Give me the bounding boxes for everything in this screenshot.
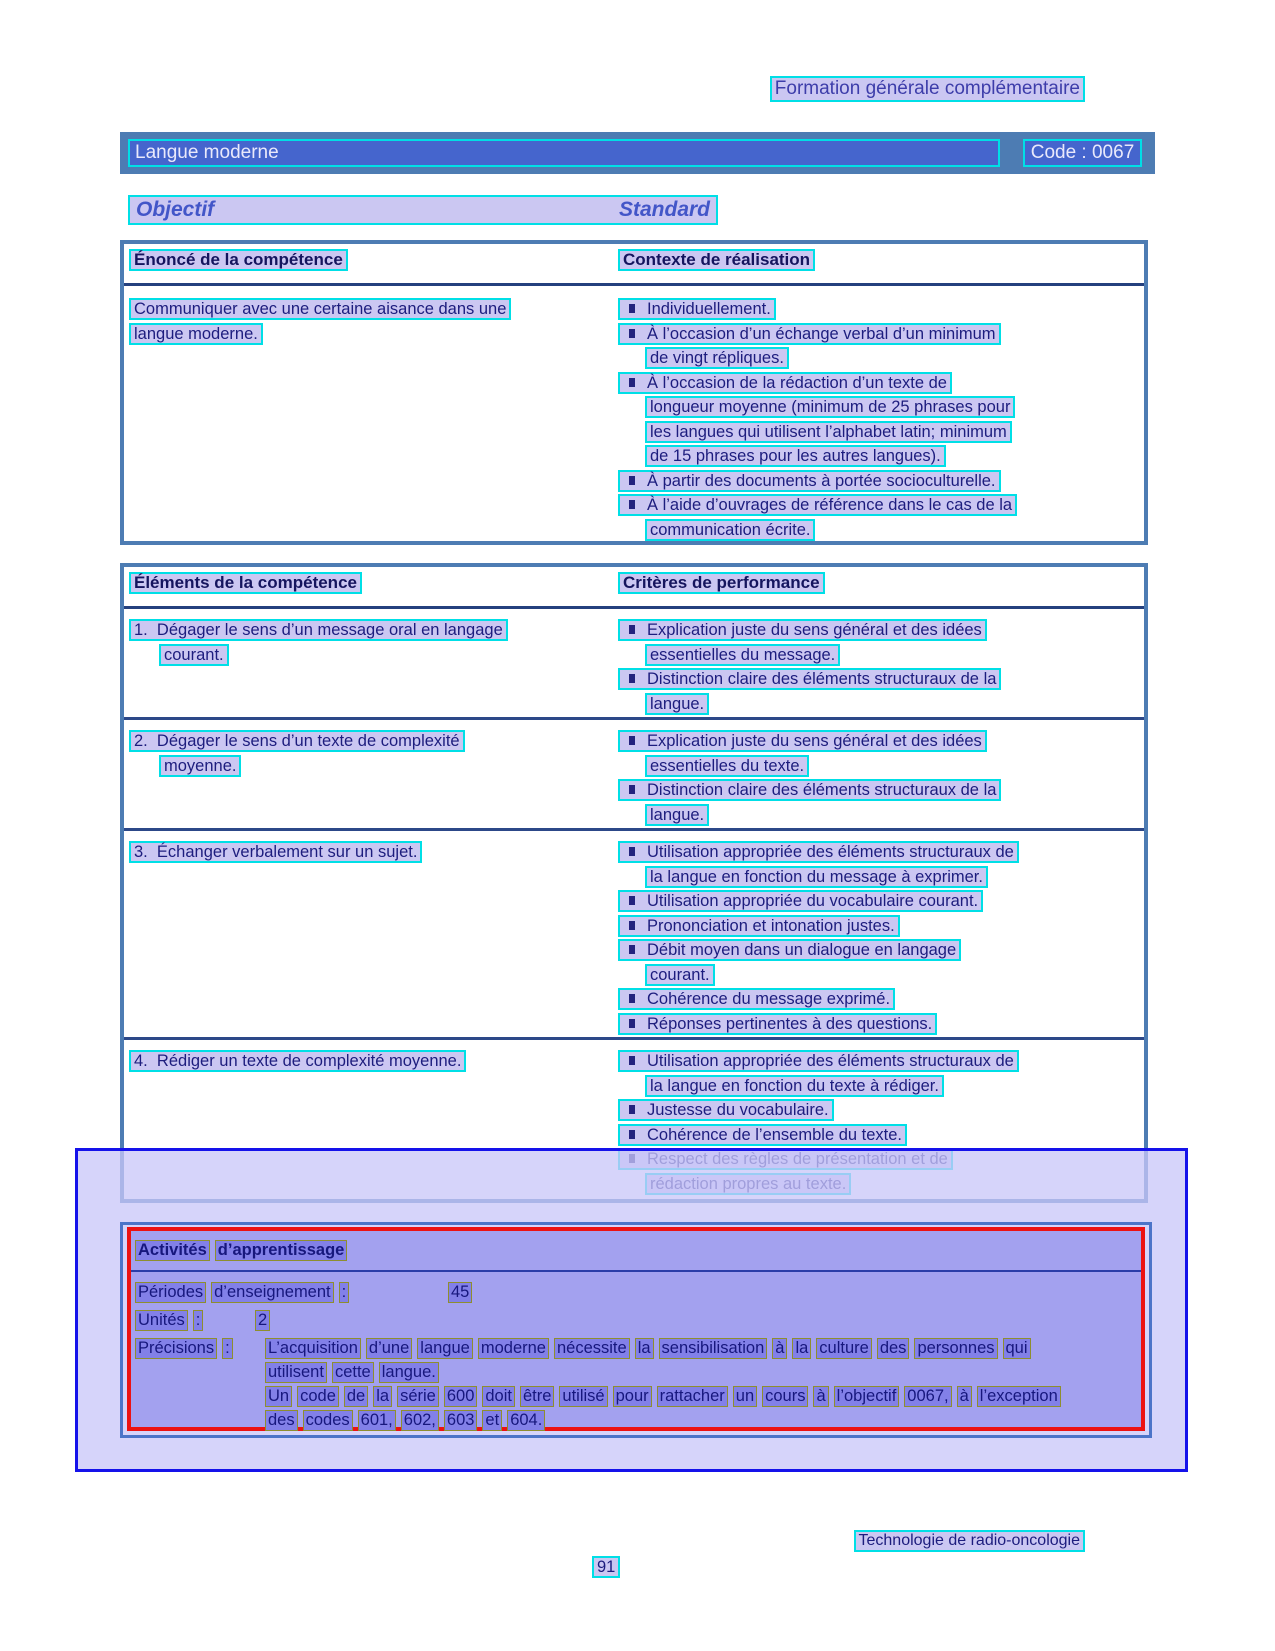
word-box: des	[877, 1338, 910, 1359]
line-highlight: courant.	[159, 644, 229, 666]
bullet-icon	[629, 500, 635, 509]
highlighted-line	[618, 841, 1144, 866]
line-highlight: 3. Échanger verbalement sur un sujet.	[129, 841, 422, 863]
highlighted-line	[618, 1013, 1144, 1038]
line-highlight: Individuellement.	[618, 298, 776, 320]
footer-program-name	[854, 1530, 1086, 1552]
line-highlight: Justesse du vocabulaire.	[618, 1099, 834, 1121]
word-box: l’exception	[977, 1386, 1061, 1407]
word-box: 600	[444, 1386, 478, 1407]
highlighted-line	[618, 730, 1144, 755]
bullet-icon	[629, 736, 635, 745]
word-box: 602,	[401, 1410, 439, 1431]
competence-table-body	[124, 286, 1144, 543]
line-highlight: langue moderne.	[129, 323, 263, 345]
word-box: d’enseignement	[211, 1282, 334, 1303]
line-highlight: À partir des documents à portée socioculturelle.	[618, 470, 1001, 492]
word-box: langue.	[379, 1362, 439, 1383]
table-row	[124, 609, 1144, 717]
bullet-icon	[629, 921, 635, 930]
word-box: 2	[255, 1310, 270, 1331]
line-highlight: langue.	[645, 693, 709, 715]
contexte-header: Contexte de réalisation	[618, 249, 815, 271]
highlighted-line	[129, 1050, 618, 1075]
word-box: un	[733, 1386, 757, 1407]
word-box: utilisent	[265, 1362, 327, 1383]
word-box: 603	[444, 1410, 478, 1431]
highlighted-line	[618, 964, 1144, 989]
activities-divider	[131, 1270, 1141, 1272]
line-highlight: Cohérence du message exprimé.	[618, 988, 895, 1010]
objectif-heading: Objectif	[136, 198, 215, 221]
line-highlight: Utilisation appropriée du vocabulaire courant.	[618, 890, 983, 912]
precisions-line	[265, 1338, 1036, 1359]
highlighted-line	[618, 445, 1144, 470]
highlighted-line	[129, 755, 618, 780]
footer-program-text: Technologie de radio-oncologie	[854, 1530, 1086, 1552]
highlighted-line	[129, 323, 618, 348]
word-box: moderne	[478, 1338, 549, 1359]
word-box: à	[772, 1338, 787, 1359]
line-highlight: de 15 phrases pour les autres langues).	[645, 445, 946, 467]
highlighted-line	[618, 347, 1144, 372]
criteria-cell	[618, 619, 1144, 717]
highlighted-line	[618, 1099, 1144, 1124]
word-box: des	[265, 1410, 298, 1431]
element-cell	[124, 619, 618, 717]
line-highlight: essentielles du texte.	[645, 755, 809, 777]
word-box: codes	[303, 1410, 353, 1431]
highlighted-line	[129, 730, 618, 755]
title-bar-code: Code : 0067	[1023, 139, 1142, 167]
word-box: à	[957, 1386, 972, 1407]
line-highlight: Communiquer avec une certaine aisance dans une	[129, 298, 511, 320]
highlighted-line	[129, 644, 618, 669]
highlighted-line	[618, 804, 1144, 829]
title-bar-subject: Langue moderne	[128, 139, 1000, 167]
line-highlight: À l’occasion de la rédaction d’un texte de	[618, 372, 952, 394]
line-highlight: la langue en fonction du texte à rédiger.	[645, 1075, 944, 1097]
highlighted-line	[129, 841, 618, 866]
highlighted-line	[618, 866, 1144, 891]
word-box: la	[373, 1386, 392, 1407]
word-box: cette	[332, 1362, 374, 1383]
elements-header: Éléments de la compétence	[129, 572, 362, 594]
periodes-value	[448, 1282, 477, 1303]
word-box: nécessite	[554, 1338, 630, 1359]
bullet-icon	[629, 304, 635, 313]
precisions-line	[265, 1362, 444, 1383]
activities-title-row	[135, 1240, 352, 1261]
highlighted-line	[618, 915, 1144, 940]
line-highlight: langue.	[645, 804, 709, 826]
word-box: L’acquisition	[265, 1338, 361, 1359]
table-row	[124, 717, 1144, 828]
bullet-icon	[629, 625, 635, 634]
competence-table	[120, 240, 1148, 545]
bullet-icon	[629, 378, 635, 387]
bullet-icon	[629, 1056, 635, 1065]
word-box: cours	[762, 1386, 808, 1407]
bullet-icon	[629, 476, 635, 485]
word-box: la	[792, 1338, 811, 1359]
elements-table	[120, 563, 1148, 1203]
line-highlight: 2. Dégager le sens d’un texte de complexité	[129, 730, 465, 752]
page-number	[592, 1556, 620, 1578]
line-highlight: les langues qui utilisent l’alphabet latin; minimum	[645, 421, 1012, 443]
word-box: Précisions	[135, 1338, 217, 1359]
periodes-label-row	[135, 1282, 354, 1303]
bullet-icon	[629, 329, 635, 338]
line-highlight: longueur moyenne (minimum de 25 phrases pour	[645, 396, 1015, 418]
enonce-header: Énoncé de la compétence	[129, 249, 348, 271]
unites-label-row	[135, 1310, 208, 1331]
bullet-icon	[629, 896, 635, 905]
line-highlight: Utilisation appropriée des éléments structuraux de	[618, 841, 1019, 863]
word-box: 604.	[507, 1410, 545, 1431]
word-box: rattacher	[657, 1386, 728, 1407]
highlighted-line	[129, 619, 618, 644]
word-box: Périodes	[135, 1282, 206, 1303]
highlighted-line	[618, 1075, 1144, 1100]
word-box: Activités	[135, 1240, 210, 1261]
word-box: utilisé	[559, 1386, 607, 1407]
section-heading-row	[128, 195, 718, 225]
highlighted-line	[618, 421, 1144, 446]
word-box: :	[193, 1310, 204, 1331]
word-box: la	[635, 1338, 654, 1359]
highlighted-line	[618, 988, 1144, 1013]
page-number-text: 91	[592, 1556, 620, 1578]
word-box: série	[397, 1386, 439, 1407]
line-highlight: la langue en fonction du message à exprimer.	[645, 866, 988, 888]
word-box: être	[520, 1386, 554, 1407]
criteria-cell	[618, 730, 1144, 828]
highlighted-line	[618, 494, 1144, 519]
word-box: d’une	[366, 1338, 412, 1359]
word-box: de	[344, 1386, 368, 1407]
criteria-cell	[618, 841, 1144, 1037]
precisions-line	[265, 1386, 1066, 1407]
word-box: culture	[816, 1338, 872, 1359]
word-box: sensibilisation	[659, 1338, 768, 1359]
highlighted-line	[618, 619, 1144, 644]
formation-note	[770, 76, 1085, 102]
highlighted-line	[618, 779, 1144, 804]
word-box: 0067,	[904, 1386, 951, 1407]
highlighted-line	[618, 890, 1144, 915]
highlighted-line	[129, 298, 618, 323]
line-highlight: courant.	[645, 964, 715, 986]
word-box: 45	[448, 1282, 472, 1303]
highlighted-line	[618, 323, 1144, 348]
highlighted-line	[618, 693, 1144, 718]
bullet-icon	[629, 785, 635, 794]
bullet-icon	[629, 1105, 635, 1114]
word-box: doit	[482, 1386, 515, 1407]
word-box: 601,	[358, 1410, 396, 1431]
highlighted-line	[618, 939, 1144, 964]
highlighted-line	[618, 519, 1144, 544]
table-row	[124, 828, 1144, 1037]
word-box: Unités	[135, 1310, 188, 1331]
bullet-icon	[629, 945, 635, 954]
element-cell	[124, 730, 618, 828]
line-highlight: À l’occasion d’un échange verbal d’un minimum	[618, 323, 1001, 345]
line-highlight: Utilisation appropriée des éléments structuraux de	[618, 1050, 1019, 1072]
line-highlight: Explication juste du sens général et des idées	[618, 619, 987, 641]
line-highlight: Distinction claire des éléments structuraux de la	[618, 779, 1001, 801]
line-highlight: communication écrite.	[645, 519, 815, 541]
word-box: d’apprentissage	[215, 1240, 348, 1261]
line-highlight: Prononciation et intonation justes.	[618, 915, 900, 937]
bullet-icon	[629, 1130, 635, 1139]
word-box: langue	[417, 1338, 473, 1359]
word-box: code	[297, 1386, 339, 1407]
highlighted-line	[618, 372, 1144, 397]
elements-table-body	[124, 609, 1144, 1197]
highlighted-line	[618, 396, 1144, 421]
line-highlight: Débit moyen dans un dialogue en langage	[618, 939, 961, 961]
line-highlight: 1. Dégager le sens d’un message oral en langage	[129, 619, 508, 641]
word-box: pour	[613, 1386, 652, 1407]
word-box: personnes	[914, 1338, 997, 1359]
section-heading-box	[128, 195, 718, 225]
highlighted-line	[618, 470, 1144, 495]
bullet-icon	[629, 674, 635, 683]
word-box: et	[482, 1410, 502, 1431]
highlighted-line	[618, 1050, 1144, 1075]
highlighted-line	[618, 298, 1144, 323]
unites-value	[255, 1310, 275, 1331]
line-highlight: 4. Rédiger un texte de complexité moyenne.	[129, 1050, 466, 1072]
line-highlight: de vingt répliques.	[645, 347, 789, 369]
line-highlight: Réponses pertinentes à des questions.	[618, 1013, 937, 1035]
activities-red-box	[127, 1227, 1145, 1431]
formation-note-text: Formation générale complémentaire	[770, 76, 1085, 102]
elements-table-header	[124, 567, 1144, 609]
line-highlight: moyenne.	[159, 755, 241, 777]
highlighted-line	[618, 668, 1144, 693]
highlighted-line	[618, 644, 1144, 669]
bullet-icon	[629, 847, 635, 856]
bullet-icon	[629, 994, 635, 1003]
word-box: l’objectif	[834, 1386, 900, 1407]
highlighted-line	[618, 755, 1144, 780]
bullet-icon	[629, 1019, 635, 1028]
line-highlight: Distinction claire des éléments structuraux de la	[618, 668, 1001, 690]
precisions-label-row	[135, 1338, 238, 1359]
title-bar	[120, 132, 1155, 174]
line-highlight: Explication juste du sens général et des idées	[618, 730, 987, 752]
word-box: Un	[265, 1386, 292, 1407]
highlighted-line	[618, 1124, 1144, 1149]
word-box: :	[339, 1282, 350, 1303]
contexte-cell	[618, 298, 1144, 543]
criteres-header: Critères de performance	[618, 572, 825, 594]
word-box: à	[813, 1386, 828, 1407]
line-highlight: essentielles du message.	[645, 644, 840, 666]
line-highlight: Cohérence de l’ensemble du texte.	[618, 1124, 907, 1146]
enonce-cell	[124, 298, 618, 543]
word-box: qui	[1003, 1338, 1031, 1359]
competence-table-header	[124, 244, 1144, 286]
line-highlight: À l’aide d’ouvrages de référence dans le cas de la	[618, 494, 1017, 516]
word-box: :	[222, 1338, 233, 1359]
precisions-line	[265, 1410, 550, 1431]
standard-heading: Standard	[618, 198, 710, 221]
element-cell	[124, 841, 618, 1037]
